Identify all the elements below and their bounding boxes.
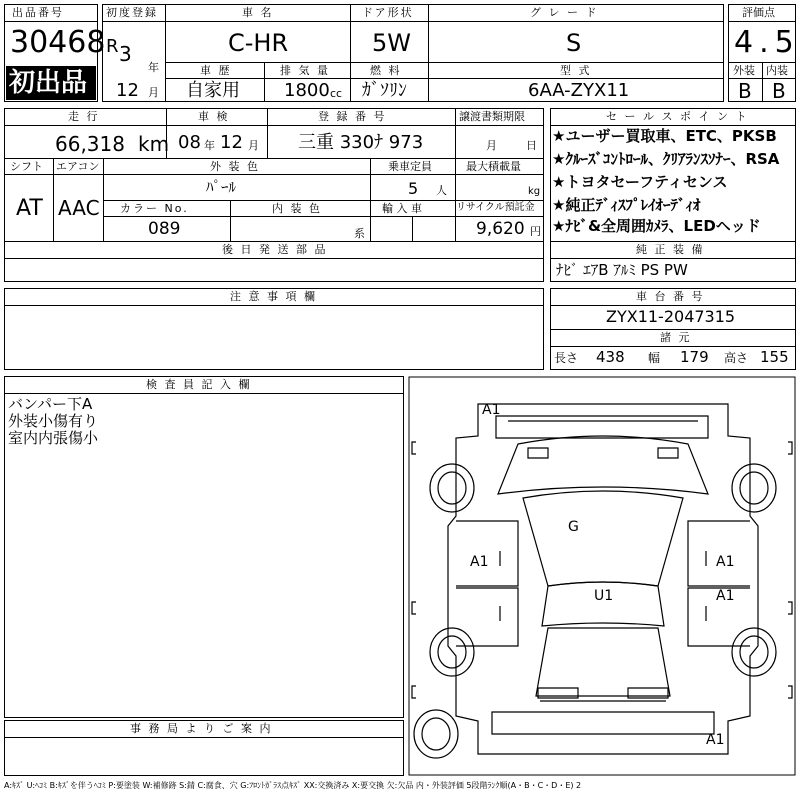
- reg-year: 3: [119, 42, 132, 66]
- load-label: 最大積載量: [466, 160, 521, 173]
- ext-color: ﾊﾟｰﾙ: [206, 178, 237, 196]
- int-color-unit: 系: [354, 227, 365, 240]
- history: 自家用: [186, 80, 240, 101]
- exterior-label: 外装: [733, 64, 755, 77]
- recycle-unit: 円: [530, 225, 541, 238]
- history-label: 車 歴: [200, 64, 232, 77]
- reg-no-label: 登 録 番 号: [318, 110, 387, 123]
- interior-label: 内装: [766, 64, 788, 77]
- lot-label: 出品番号: [12, 6, 64, 19]
- mark-rear-bumper: A1: [706, 732, 725, 748]
- int-color-label: 内 装 色: [272, 202, 322, 215]
- color-no-label: カラー No.: [120, 202, 189, 215]
- inspector-line-3: 室内内張傷小: [8, 429, 99, 447]
- ext-color-label: 外 装 色: [210, 160, 260, 173]
- chassis-label: 車 台 番 号: [636, 290, 705, 303]
- chassis-number: ZYX11-2047315: [606, 307, 736, 326]
- era: R: [106, 36, 119, 57]
- length: 438: [596, 348, 625, 366]
- sales-point-3: ★トヨタセーフティセンス: [552, 173, 728, 191]
- capacity: 5: [408, 179, 419, 198]
- legend: A:ｷｽﾞ U:ﾍｺﾐ B:ｷｽﾞを伴うﾍｺﾐ P:要塗装 W:補修跡 S:錆 C:腐食、穴 G:ﾌﾛﾝﾄｶﾞﾗｽ点ｷｽﾞ XX:交換済み X:要交換 欠:欠品 内・外装評価 5段階ﾗﾝｸ順(A・B・C・D・E) 2: [4, 781, 582, 790]
- ac: AAC: [58, 196, 100, 220]
- mark-windshield: G: [568, 519, 579, 535]
- height-label: 高さ: [724, 351, 749, 365]
- recycle-label: リサイクル預託金: [456, 202, 535, 213]
- fuel: ｶﾞｿﾘﾝ: [362, 80, 407, 101]
- displacement-unit: cc: [330, 87, 343, 100]
- car-name: C-HR: [228, 29, 289, 57]
- mark-front-bumper: A1: [482, 402, 501, 418]
- displacement: 1800: [284, 80, 330, 101]
- fuel-label: 燃 料: [370, 64, 402, 77]
- reg-year-unit: 年: [148, 61, 159, 74]
- mileage-label: 走 行: [68, 110, 100, 123]
- mark-right-front-door: A1: [716, 554, 735, 570]
- insp-month-unit: 月: [248, 139, 259, 152]
- load-unit: kg: [528, 186, 541, 197]
- first-listing-text: 初出品: [9, 68, 88, 98]
- color-no: 089: [148, 219, 181, 239]
- reg-no: 三重 330ﾅ 973: [298, 132, 424, 153]
- car-damage-diagram: [408, 376, 796, 776]
- score-label: 評価点: [742, 6, 775, 19]
- inspector-line-2: 外装小傷有り: [8, 412, 99, 430]
- dims-label: 諸 元: [660, 331, 692, 344]
- sales-point-4: ★純正ﾃﾞｨｽﾌﾟﾚｲｵｰﾃﾞｨｵ: [552, 196, 701, 214]
- import-label: 輸 入 車: [382, 202, 422, 215]
- recycle: 9,620: [476, 219, 525, 239]
- sales-point-1: ★ユーザー買取車、ETC、PKSB: [552, 127, 777, 145]
- car-name-label: 車 名: [242, 6, 274, 19]
- capacity-label: 乗車定員: [388, 160, 432, 173]
- exterior: B: [738, 79, 752, 103]
- insp-year: 08: [178, 132, 201, 153]
- mark-left-front-door: A1: [470, 554, 489, 570]
- transfer-day-unit: 日: [526, 139, 537, 152]
- capacity-unit: 人: [436, 184, 447, 197]
- displacement-label: 排 気 量: [280, 64, 330, 77]
- sales-points-label: セ ー ル ス ポ イ ン ト: [606, 110, 749, 123]
- office-label: 事 務 局 よ り ご 案 内: [130, 722, 273, 735]
- mileage: 66,318: [55, 132, 125, 156]
- genuine-label: 純 正 装 備: [636, 243, 705, 256]
- mark-roof: U1: [594, 588, 614, 604]
- inspector-line-1: バンパー下A: [8, 395, 93, 413]
- transfer-label: 譲渡書類期限: [459, 110, 525, 123]
- insp-month: 12: [220, 132, 243, 153]
- shift-label: シフト: [10, 160, 43, 173]
- later-parts-label: 後 日 発 送 部 品: [222, 243, 328, 256]
- length-label: 長さ: [554, 351, 579, 365]
- genuine-equipment: ﾅﾋﾞ ｴｱB ｱﾙﾐ PS PW: [556, 261, 688, 279]
- ac-label: エアコン: [56, 160, 100, 173]
- mark-right-rear-door: A1: [716, 588, 735, 604]
- inspection-label: 車 検: [198, 110, 230, 123]
- door-label: ドア形状: [362, 6, 414, 19]
- lot-number: 30468: [10, 25, 106, 60]
- first-reg-label: 初度登録: [106, 6, 158, 19]
- insp-year-unit: 年: [204, 139, 215, 152]
- interior: B: [772, 79, 786, 103]
- width-label: 幅: [648, 351, 661, 365]
- door: 5W: [372, 29, 411, 57]
- grade: S: [566, 29, 582, 57]
- mileage-unit: km: [138, 132, 170, 156]
- notes-label: 注 意 事 項 欄: [230, 290, 317, 303]
- score: 4.5: [734, 25, 800, 60]
- model: 6AA-ZYX11: [528, 80, 630, 101]
- height: 155: [760, 348, 789, 366]
- model-label: 型 式: [560, 64, 592, 77]
- sales-point-2: ★ｸﾙｰｽﾞｺﾝﾄﾛｰﾙ、ｸﾘｱﾗﾝｽｿﾅｰ、RSA: [552, 150, 780, 168]
- reg-month: 12: [116, 80, 139, 101]
- shift: AT: [16, 196, 43, 221]
- width: 179: [680, 348, 709, 366]
- inspector-label: 検 査 員 記 入 欄: [146, 378, 252, 391]
- transfer-month-unit: 月: [486, 139, 497, 152]
- grade-label: グ レ ー ド: [530, 6, 599, 19]
- sales-point-5: ★ﾅﾋﾞ&全周囲ｶﾒﾗ、LEDヘッド: [552, 217, 761, 235]
- reg-month-unit: 月: [148, 86, 159, 99]
